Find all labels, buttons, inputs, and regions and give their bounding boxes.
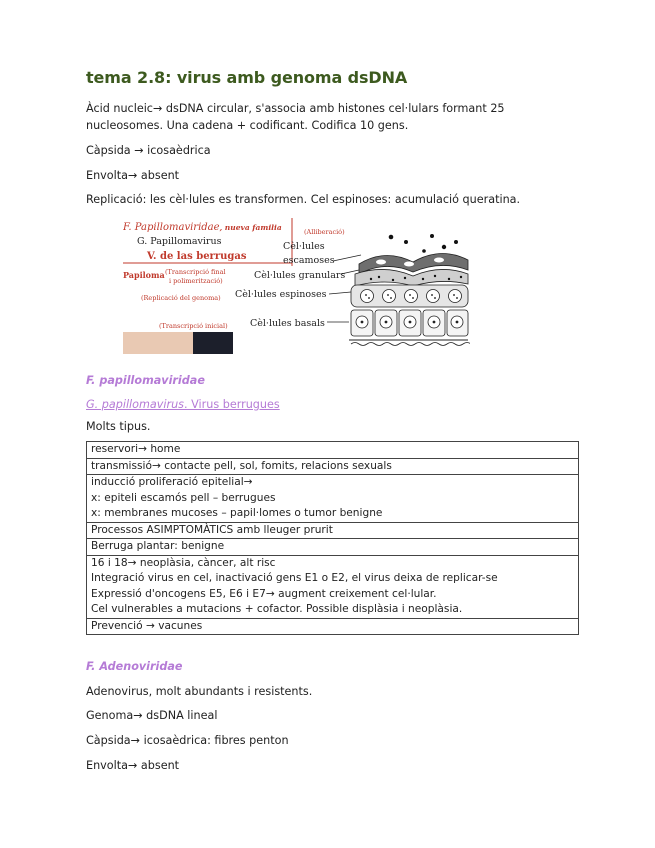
document-page [86,68,580,774]
fig-genus-label: G. Papillomavirus [137,236,222,247]
table-cell-line: Cel vulnerables a mutacions + cofactor. Possible displàsia i neoplàsia. [91,603,463,615]
table-row [87,458,579,475]
fig-basal-layer [349,310,470,346]
table-cell-line: x: epiteli escamós pell – berrugues [91,491,276,504]
table-cell [87,618,579,635]
fig-transcripcio-final-1: (Transcripció final [165,268,226,276]
table-cell [87,539,579,556]
table-cell-line: transmissió→ contacte pell, sol, fomits, relacions sexuals [91,459,392,472]
paragraph-envolta: Envolta→ absent [86,169,180,182]
fig-family-label: F. Papillomaviridae, nueva familia [123,222,282,233]
page-title: tema 2.8: virus amb genoma dsDNA [86,68,408,87]
fig-granular-layer [355,269,468,286]
table-cell [87,555,579,618]
fig-spinous-layer [351,285,468,307]
genus-papillomavirus-link[interactable] [86,398,580,411]
fig-basals-label: Cèl·lules basals [250,318,325,329]
paragraph-capsida-adeno: Càpsida→ icosaèdrica: fibres penton [86,734,289,747]
table-row [87,539,579,556]
table-cell-line: Expressió d'oncogens E5, E6 i E7→ augment creixement cel·lular. [91,587,437,600]
epithelium-diagram [123,218,470,354]
fig-alliberacio-label: (Alliberació) [304,228,345,236]
papilloma-table [86,441,579,635]
fig-replicacio-genoma: (Replicació del genoma) [141,294,221,302]
fig-escamoses-label-1: Cèl·lules [283,241,325,252]
table-cell-line: Berruga plantar: benigne [91,540,225,552]
genus-link-italic: G. papillomavirus [86,398,185,411]
table-row [87,618,579,635]
table-cell-line: 16 i 18→ neoplàsia, càncer, alt risc [91,556,276,569]
table-row [87,555,579,618]
table-cell-line: Prevenció → vacunes [91,619,203,632]
fig-photo-dark [193,332,233,354]
adenoviridae-heading: F. Adenoviridae [86,660,183,673]
table-cell-line: x: membranes mucoses – papil·lomes o tumor benigne [91,507,383,519]
paragraph-replicacio: Replicació: les cèl·lules es transformen. Cel espinoses: acumulació queratina. [86,193,521,206]
paragraph-genoma: Genoma→ dsDNA lineal [86,709,218,722]
table-cell-line: reservori→ home [91,443,181,455]
table-row [87,475,579,523]
paragraph-acid-nucleic: Àcid nucleic→ dsDNA circular, s'associa amb histones cel·lulars formant 25 nucleosomes. Una cadena + codificant. Codifica 10 gens. [86,102,505,132]
fig-species-label: V. de las berrugas [147,251,247,262]
genus-link-rest: . Virus berrugues [184,398,280,411]
table-row [87,522,579,539]
fig-papiloma-label: Papiloma [123,270,165,280]
table-cell [87,522,579,539]
paragraph-envolta-adeno: Envolta→ absent [86,759,180,772]
table-cell [87,442,579,459]
fig-granulars-label: Cèl·lules granulars [254,270,346,281]
fig-leader-espinoses [329,292,351,294]
paragraph-adenovirus: Adenovirus, molt abundants i resistents. [86,685,313,698]
table-cell [87,475,579,523]
fig-escamoses-label-2: escamoses [283,255,335,266]
table-cell-line: Integració virus en cel, inactivació gens E1 o E2, el virus deixa de replicar-se [91,572,498,584]
table-cell-line: inducció proliferació epitelial→ [91,476,253,488]
paragraph-molts-tipus: Molts tipus. [86,420,151,433]
fig-released-virions [389,234,458,253]
table-row [87,442,579,459]
table-cell [87,458,579,475]
paragraph-capsida: Càpsida → icosaèdrica [86,144,211,157]
table-cell-line: Processos ASIMPTOMÀTICS amb lleuger prurit [91,523,333,536]
fig-espinoses-label: Cèl·lules espinoses [235,289,327,300]
fig-transcripcio-final-2: i polimerització) [169,277,223,285]
papillomaviridae-heading: F. papillomaviridae [86,374,205,387]
fig-leader-escamoses [333,255,361,261]
papillomavirus-figure [123,218,470,354]
fig-transcripcio-inicial: (Transcripció inicial) [159,322,228,330]
